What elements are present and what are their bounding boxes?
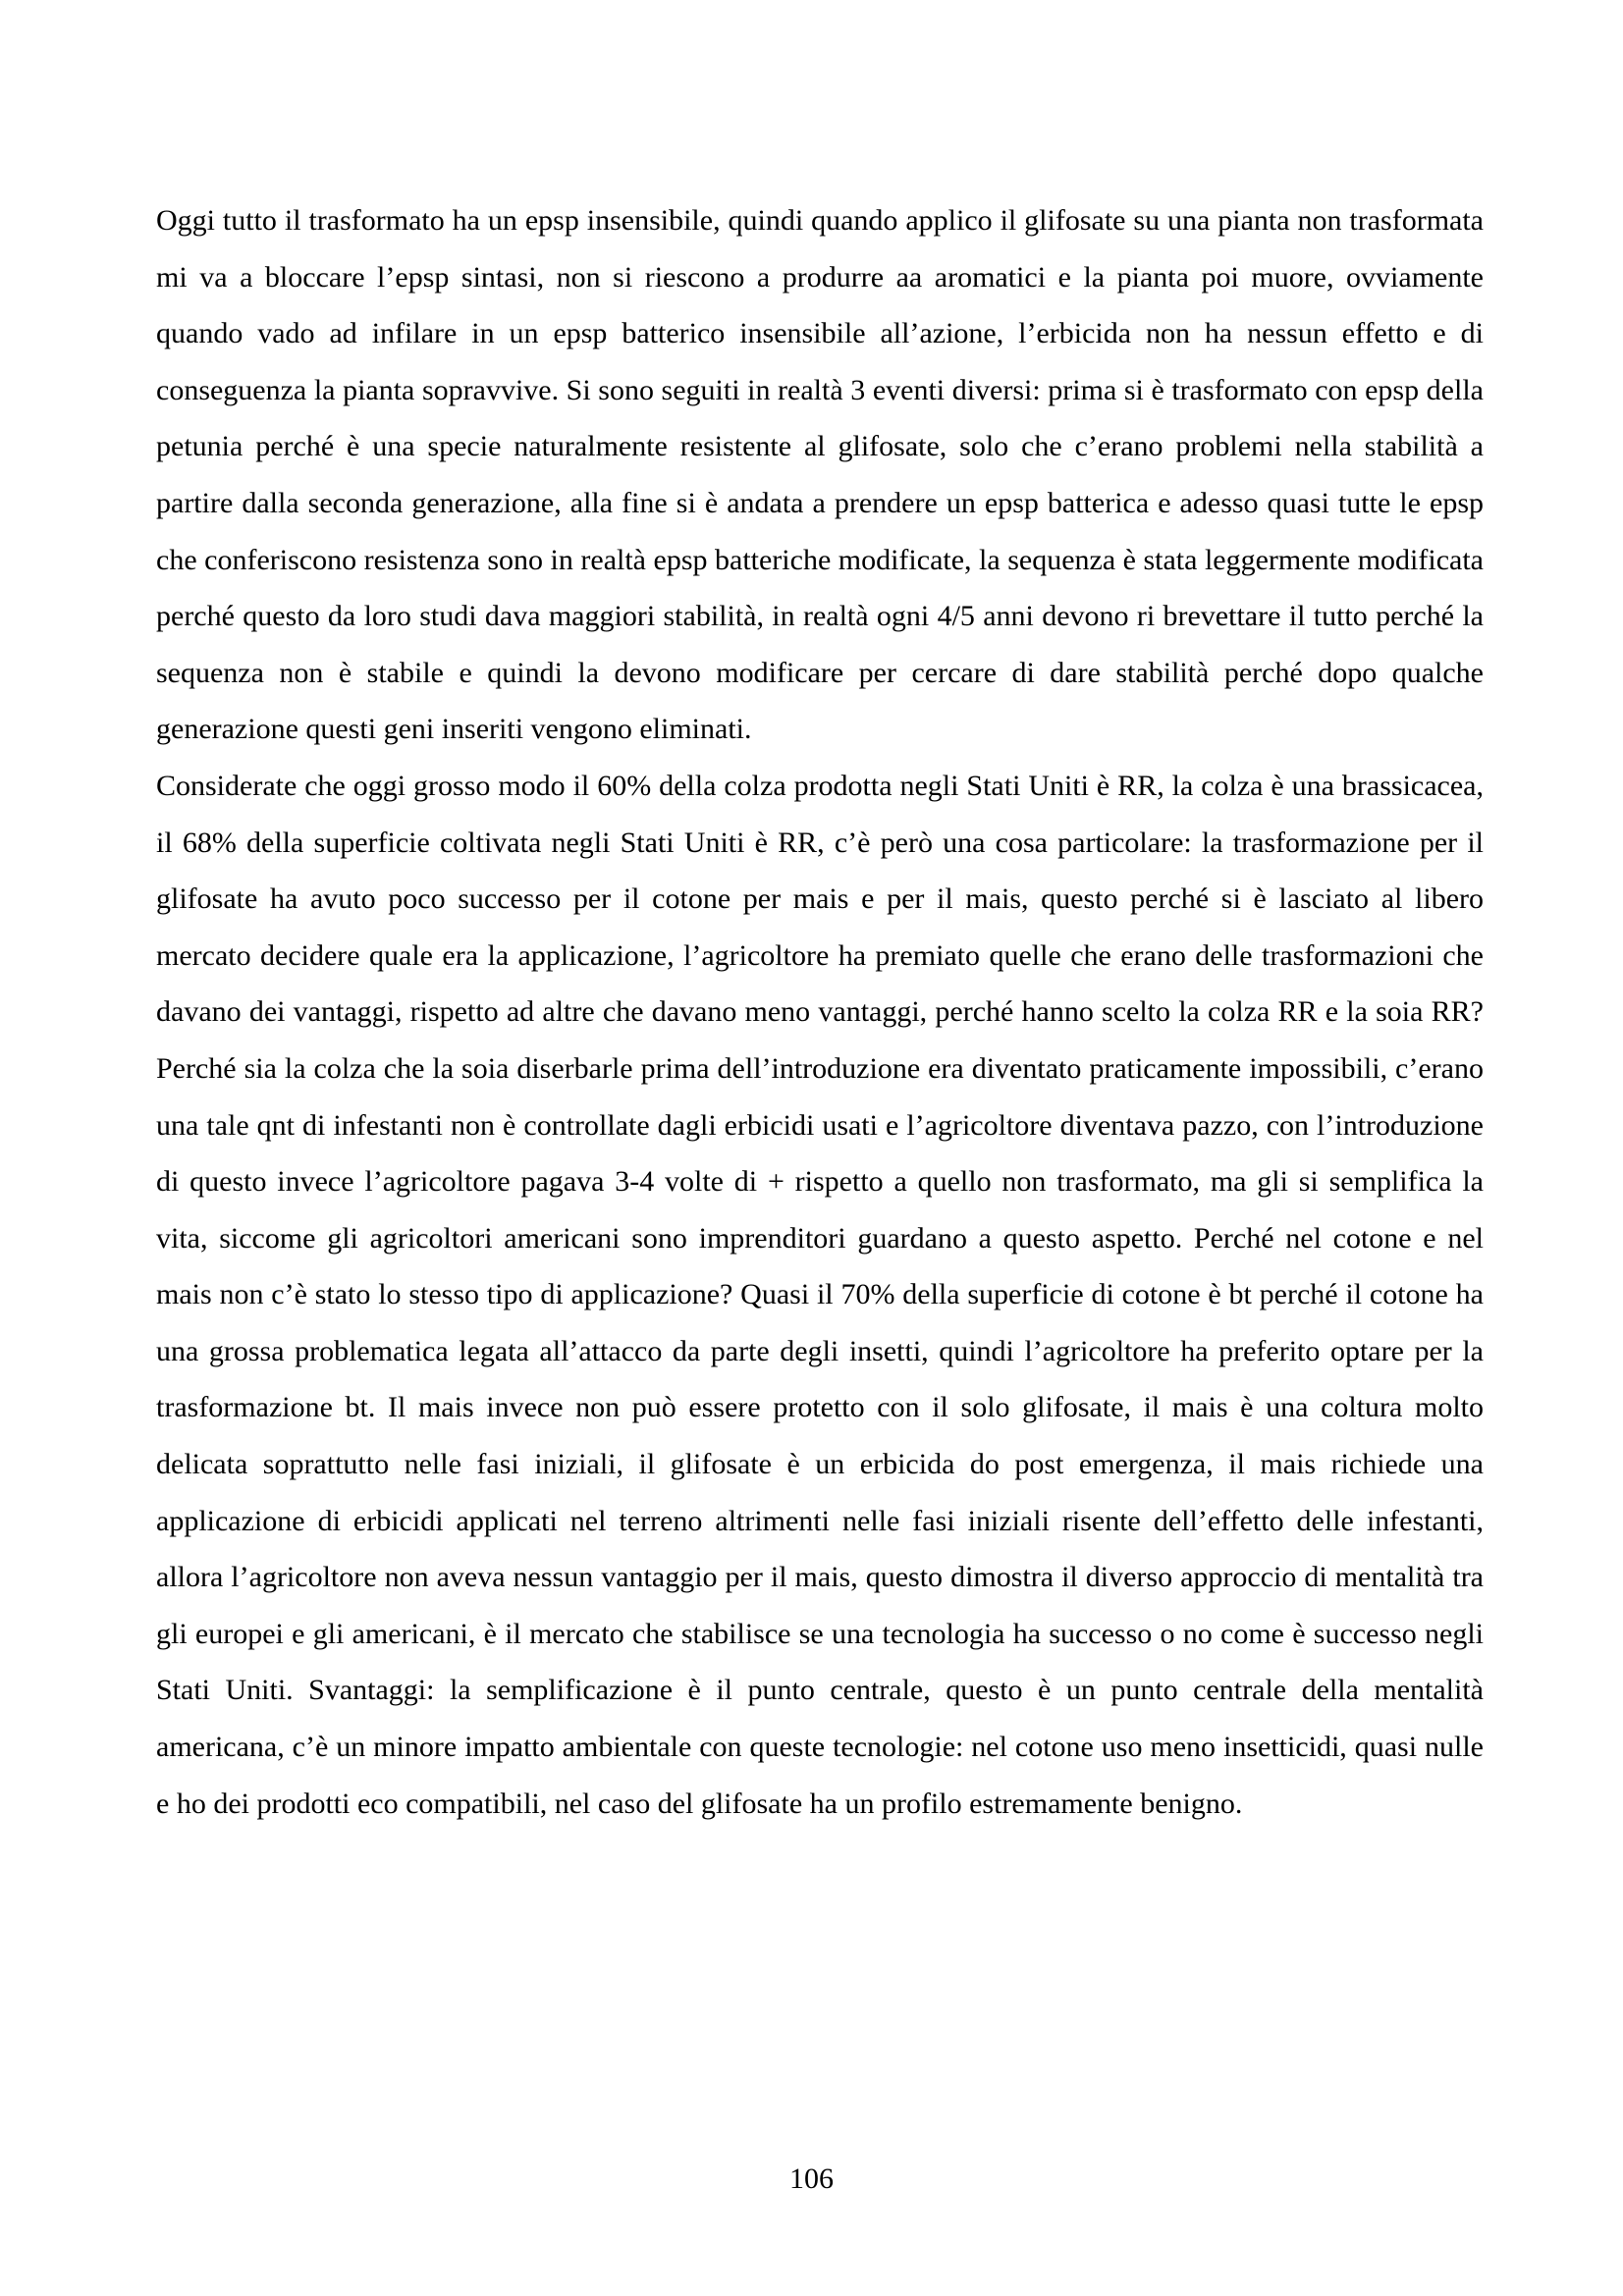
- body-text: [156, 192, 1484, 1832]
- paragraph-1: Oggi tutto il trasformato ha un epsp insensibile, quindi quando applico il glifosate su una pianta non trasformata mi va a bloccare l’epsp sintasi, non si riescono a produrre aa aromatici e la pianta poi muore, ovviamente quando vado ad infilare in un epsp batterico insensibile all’azione, l’erbicida non ha nessun effetto e di conseguenza la pianta sopravvive. Si sono seguiti in realtà 3 eventi diversi: prima si è trasformato con epsp della petunia perché è una specie naturalmente resistente al glifosate, solo che c’erano problemi nella stabilità a partire dalla seconda generazione, alla fine si è andata a prendere un epsp batterica e adesso quasi tutte le epsp che conferiscono resistenza sono in realtà epsp batteriche modificate, la sequenza è stata leggermente modificata perché questo da loro studi dava maggiori stabilità, in realtà ogni 4/5 anni devono ri brevettare il tutto perché la sequenza non è stabile e quindi la devono modificare per cercare di dare stabilità perché dopo qualche generazione questi geni inseriti vengono eliminati.: [156, 204, 1484, 746]
- page-number: 106: [789, 2163, 834, 2195]
- paragraph-2: Considerate che oggi grosso modo il 60% della colza prodotta negli Stati Uniti è RR, la colza è una brassicacea, il 68% della superficie coltivata negli Stati Uniti è RR, c’è però una cosa particolare: la trasformazione per il glifosate ha avuto poco successo per il cotone per mais e per il mais, questo perché si è lasciato al libero mercato decidere quale era la applicazione, l’agricoltore ha premiato quelle che erano delle trasformazioni che davano dei vantaggi, rispetto ad altre che davano meno vantaggi, perché hanno scelto la colza RR e la soia RR? Perché sia la colza che la soia diserbarle prima dell’introduzione era diventato praticamente impossibili, c’erano una tale qnt di infestanti non è controllate dagli erbicidi usati e l’agricoltore diventava pazzo, con l’introduzione di questo invece l’agricoltore pagava 3-4 volte di + rispetto a quello non trasformato, ma gli si semplifica la vita, siccome gli agricoltori americani sono imprenditori guardano a questo aspetto. Perché nel cotone e nel mais non c’è stato lo stesso tipo di applicazione? Quasi il 70% della superficie di cotone è bt perché il cotone ha una grossa problematica legata all’attacco da parte degli insetti, quindi l’agricoltore ha preferito optare per la trasformazione bt. Il mais invece non può essere protetto con il solo glifosate, il mais è una coltura molto delicata soprattutto nelle fasi iniziali, il glifosate è un erbicida do post emergenza, il mais richiede una applicazione di erbicidi applicati nel terreno altrimenti nelle fasi iniziali risente dell’effetto delle infestanti, allora l’agricoltore non aveva nessun vantaggio per il mais, questo dimostra il diverso approccio di mentalità tra gli europei e gli americani, è il mercato che stabilisce se una tecnologia ha successo o no come è successo negli Stati Uniti. Svantaggi: la semplificazione è il punto centrale, questo è un punto centrale della mentalità americana, c’è un minore impatto ambientale con queste tecnologie: nel cotone uso meno insetticidi, quasi nulle e ho dei prodotti eco compatibili, nel caso del glifosate ha un profilo estremamente benigno.: [156, 769, 1484, 1820]
